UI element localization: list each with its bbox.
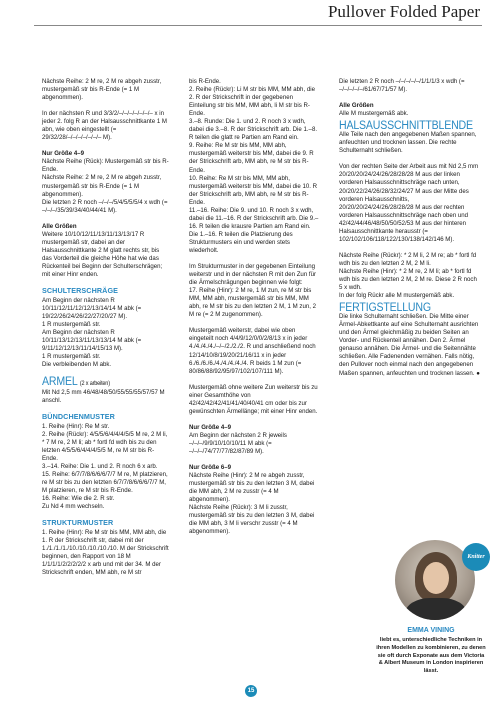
text-paragraph: Am Beginn der nächsten R 10/11/13/12/13/11/13/13/14 M abk (= 9/11/12/12/13/11/14/15/13 M). [42,329,142,353]
size-heading: Alle Größen [42,222,77,230]
text-paragraph: Alle Teile nach den angegebenen Maßen spannen, anfeuchten und trocknen lassen. Die rechte Schulternaht schließen. [339,131,477,155]
text-paragraph: Nächste Reihe (Hinr): * 2 M re, 2 M li; ab * fortl fd wdh bis zu den letzten 2 M, 2 M re. Diese 2 R noch 5 x wdh. [339,267,477,292]
size-heading: Nur Größe 4–9 [42,150,84,158]
section-heading [42,375,160,388]
text-paragraph: 2. Reihe (Rückr): Li M str bis MM, MM abh, die 2. R der Strickschrift in der gegebenen Einteilung str bis MM, MM abh, li M str bis R-Ende. [189,86,315,118]
text-paragraph: Nächste Reihe: 2 M re, 2 M re abgeh zusstr, mustergemäß str bis R-Ende (= 1 M abgenommen). [42,174,162,198]
section-heading: SCHULTERSCHRÄGE [42,286,119,296]
section-note: (2 x arbeiten) [79,380,110,387]
text-paragraph: Die 1.–16. R teilen die Platzierung des Strukturmusters ein und werden stets wiederholt. [189,230,293,254]
header-rule [34,25,482,26]
text-paragraph: 11.–16. Reihe: Die 9. und 10. R noch 3 x wdh, dabei die 11.–16. R der Strickschrift arb. Die 9.–16. R teilen die krausre Partien am Rand ein. [189,206,319,230]
text-paragraph: Von der rechten Seite der Arbeit aus mit Nd 2,5 mm 20/20/20/24/24/26/28/28/28 M aus der linken vorderen Halsausschnittschräge nach unten, 20/20/22/24/26/28/32/24/27 M aus der Mitte des vorderen Halsausschnitts, 20/20/20/24/24/26/28/28/28 M aus der rechten vorderen Halsausschnittschräge nach oben und 42/42/44/46/48/50/50/52/53 M aus der hinteren Halsausschnittkante herausstr (= 102/102/106/118/122/130/138/142/146 M). [339,163,479,243]
text-paragraph: 1 R mustergemäß str. [42,321,101,329]
text-paragraph: 1 R mustergemäß str. [42,353,101,361]
size-heading: Nur Größe 6–9 [189,464,231,472]
text-paragraph: Alle M mustergemäß abk. [339,110,409,118]
text-paragraph: Die letzten 2 R noch –/–/–/–/–/1/1/1/3 x wdh (= –/–/–/–/–/61/67/71/57 M). [339,78,465,94]
text-paragraph: Mustergemäß weiterstr, dabei wie oben eingeteilt noch 4/4/9/12/0/0/2/8/13 x in jeder 4./4./4./4./–/–/2./2./2. R und anschließend noch 12/14/10/8/19/20/21/16/11 x in jeder 6./6./6./6./4./4./4./4./4. R beids 1 M zun (= 80/86/88/92/95/97/102/107/111 M). [189,327,316,375]
text-paragraph: Nächste Reihe (Rückr): * 2 M li, 2 M re; ab * fortl fd wdh bis zu den letzten 2 M, 2 M li. [339,251,477,267]
text-paragraph: 2. Reihe (Rückr): 4/5/5/6/4/4/4/5/5 M re, 2 M li, * 7 M re, 2 M li; ab * fortl fd wdh bis zu den letzten 4/5/5/6/4/4/4/5/5 M, re M str bis R-Ende. [42,430,168,462]
text-paragraph: Die linke Schulternaht schließen. Die Mitte einer Ärmel-Abkettkante auf eine Schulternaht ausrichten und den Ärmel gleichmäßig zu beiden Seiten an Vorder- und Rückenteil annähen. Den 2. Ärmel genauso annähen. Die Ärmel- und die Seitennähte schließen. Alle Fadenenden vernähen. Falls nötig, den Pullover noch einmal nach den angegebenen Maßen spannen, anfeuchten und trocknen lassen. ● [339,313,480,377]
column-1 [42,78,170,578]
designer-bio: liebt es, unterschiedliche Techniken in ihren Modellen zu kombinieren, zu denen sie oft durch Exponate aus dem Victoria & Albert Museum in London inspirieren lässt. [376,637,486,675]
text-paragraph: 1. Reihe (Hinr): Re M str. [42,422,110,430]
section-heading: STRUKTURMUSTER [42,518,114,528]
photo-face [423,562,449,594]
text-paragraph: In der nächsten R und 3/3/2/–/–/–/–/–/–/– x in jeder 2. folg R an der Halsausschnittkante 1 M abn, wie oben eingestellt (= 29/32/28/–/–/–/–/–/–/– M). [42,110,167,142]
page-title: Pullover Folded Paper [327,2,480,21]
text-paragraph: Zu Nd 4 mm wechseln. [42,503,105,511]
page-number: 15 [245,685,257,697]
photo-body [405,598,467,620]
text-paragraph: Mit Nd 2,5 mm 46/48/48/50/55/55/55/57/57 M anschl. [42,388,165,404]
column-2 [189,78,321,536]
designer-name: EMMA VINING [407,627,455,634]
section-heading: FERTIGSTELLUNG [339,302,431,315]
section-heading: HALSAUSSCHNITTBLENDE [339,120,473,133]
text-paragraph: 3.–14. Reihe: Die 1. und 2. R noch 6 x arb. [42,462,158,470]
text-paragraph: Nächste Reihe (Hinr): 2 M re abgeh zusstr, mustergemäß str bis zu den letzten 3 M, dabei die MM abh, 2 M re zusstr (= 4 M abgenommen). [189,472,315,504]
text-paragraph: Mustergemäß ohne weitere Zun weiterstr bis zu einer Gesamthöhe von 42/42/42/42/41/41/40/40/41 cm oder bis zur gewünschten Ärmellänge; mit einer Hinr enden. [189,383,318,415]
knitter-badge-icon: Knitter [462,543,490,571]
text-paragraph: Am Beginn der nächsten 2 R jeweils –/–/–/9/9/10/10/10/11 M abk (= –/–/–/74/77/77/82/87/89 M). [189,431,287,455]
text-paragraph: Im Strukturmuster in der gegebenen Einteilung weiterstr und in der nächsten R mit den Zun für die Ärmelschrägungen beginnen wie folgt: [189,263,317,287]
text-paragraph: 15. Reihe: 6/7/7/8/6/6/6/7/7 M re, M platzieren, re M str bis zu den letzten 6/7/7/8/6/6/6/7/7 M, M platzieren, re M str bis R-Ende. [42,470,168,495]
text-paragraph: Die letzten 2 R noch –/–/–/5/4/5/5/5/4 x wdh (= –/–/–/35/39/34/40/44/41 M). [42,198,168,214]
text-paragraph: 16. Reihe: Wie die 2. R str. [42,495,115,503]
text-paragraph: In der folg Rückr alle M mustergemäß abk. [339,292,455,300]
text-paragraph: Nächste Reihe (Rückr): 3 M li zusstr, mustergemäß str bis zu den letzten 3 M, dabei die MM abh, 3 M li verschr zusstr (= 4 M abgenommen). [189,504,315,536]
text-paragraph: Nächste Reihe: 2 M re, 2 M re abgeh zusstr, mustergemäß str bis R-Ende (= 1 M abgenommen). [42,78,162,102]
text-paragraph: 9. Reihe: Re M str bis MM, MM abh, mustergemäß weiterstr bis MM, dabei die 9. R der Strickschrift arb, MM abh, re M str bis R-Ende. [189,142,314,174]
column-3 [339,78,481,378]
text-paragraph: Die verbleibenden M abk. [42,361,112,369]
text-paragraph: 1. Reihe (Hinr): Re M str bis MM, MM abh, die 1. R der Strickschrift str, dabei mit der 1./1./1./1./10./10./10./10./10. M der Strickschrift beginnen, den Rapport von 18 M 1/1/1/1/2/2/2/2/2 x arb und mit der 34. M der Strickschrift enden, MM abh, re M str [42,529,169,577]
text-paragraph: 17. Reihe (Hinr): 2 M re, 1 M zun, re M str bis MM, MM abh, mustergemäß str bis MM, MM abh, re M str bis zu den letzten 2 M, 1 M zun, 2 M re (= 2 M zugenommen). [189,287,317,319]
text-paragraph: bis R-Ende. [189,78,221,85]
text-paragraph: Nächste Reihe (Rück): Mustergemäß str bis R-Ende. [42,158,169,174]
section-title: ÄRMEL [42,375,78,388]
text-paragraph: 10. Reihe: Re M str bis MM, MM abh, mustergemäß weiterstr bis MM, dabei die 10. R der Strickschrift arb, MM abh, re M str bis R-Ende. [189,174,318,206]
text-paragraph: Am Beginn der nächsten R 10/11/12/11/12/12/13/14/14 M abk (= 19/22/26/24/26/22/27/20/27 M). [42,297,142,321]
text-paragraph: Weitere 10/10/12/11/13/11/13/13/17 R mustergemäß str, dabei an der Halsausschnittkante 2 M glatt rechts str, bis das Vorderteil die gleiche Höhe hat wie das Rückenteil bei Beginn der Schulterschrägen; mit einer Hinr enden. [42,230,163,278]
size-heading: Alle Größen [339,102,374,110]
size-heading: Nur Größe 4–9 [189,423,231,431]
text-paragraph: 3.–8. Runde: Die 1. und 2. R noch 3 x wdh, dabei die 3.–8. R der Strickschrift arb. Die 1.–8. R teilen die glatt re Partien am Rand ein. [189,118,318,142]
section-heading: BÜNDCHENMUSTER [42,411,115,421]
